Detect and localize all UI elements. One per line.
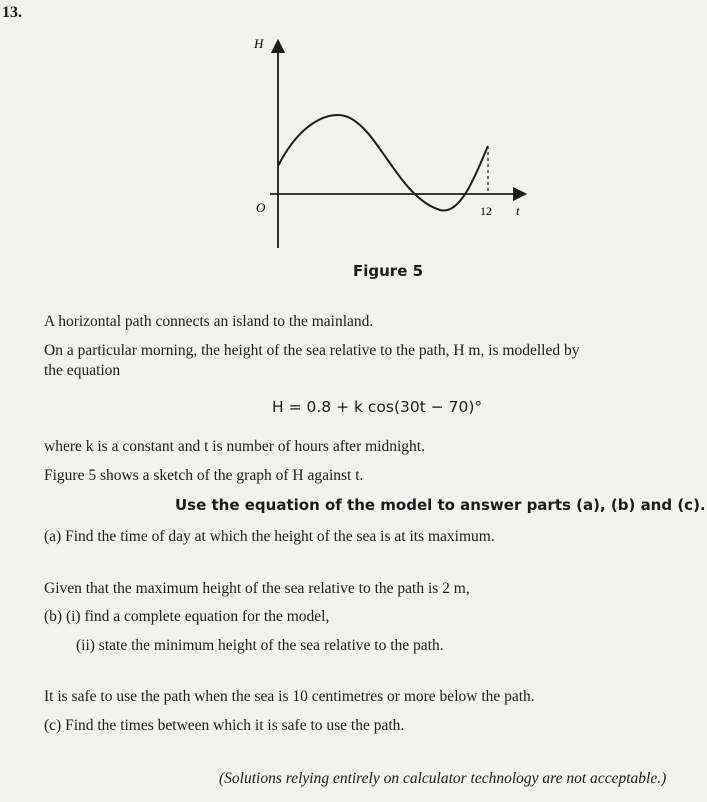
model-equation: H = 0.8 + k cos(30t − 70)° [272, 398, 483, 416]
where-text: where k is a constant and t is number of hours after midnight. [44, 438, 425, 455]
y-axis-label: H [254, 36, 264, 51]
origin-label: O [256, 200, 266, 215]
x-axis-label: t [516, 203, 520, 218]
height-curve [278, 115, 488, 210]
model-text-line2: the equation [44, 362, 121, 379]
instruction-text: Use the equation of the model to answer parts (a), (b) and (c). [175, 496, 706, 514]
figure-reference-text: Figure 5 shows a sketch of the graph of H against t. [44, 467, 364, 484]
figure-5 [230, 28, 530, 258]
figure-caption: Figure 5 [353, 262, 424, 280]
tick-label-12: 12 [480, 204, 492, 218]
part-b-i: (b) (i) find a complete equation for the model, [44, 608, 330, 625]
part-a: (a) Find the time of day at which the height of the sea is at its maximum. [44, 528, 495, 545]
height-time-graph [230, 28, 530, 253]
safe-condition-text: It is safe to use the path when the sea is 10 centimetres or more below the path. [44, 688, 535, 705]
part-b-ii: (ii) state the minimum height of the sea relative to the path. [76, 637, 444, 654]
question-number: 13. [2, 4, 22, 21]
intro-text: A horizontal path connects an island to the mainland. [44, 313, 374, 330]
model-text-line1: On a particular morning, the height of the sea relative to the path, H m, is modelled by [44, 342, 580, 359]
given-text: Given that the maximum height of the sea relative to the path is 2 m, [44, 580, 470, 597]
calculator-note: (Solutions relying entirely on calculator technology are not acceptable.) [219, 770, 667, 787]
part-c: (c) Find the times between which it is safe to use the path. [44, 717, 405, 734]
